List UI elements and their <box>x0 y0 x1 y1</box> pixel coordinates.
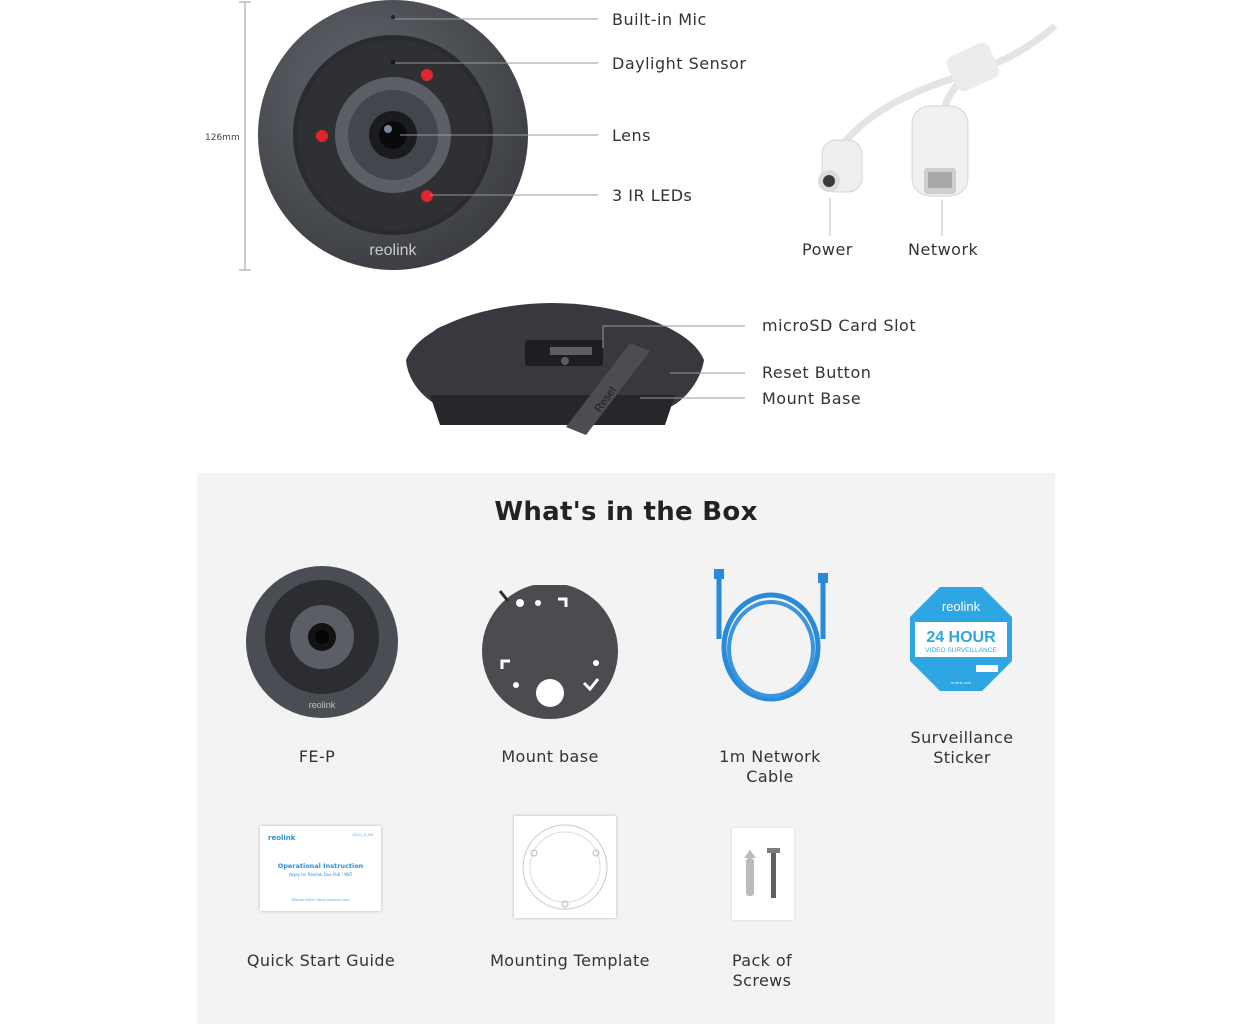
sticker-line1: 24 HOUR <box>926 629 996 646</box>
box-contents-panel <box>197 473 1055 1024</box>
side-leader-lines <box>600 318 750 408</box>
item-label-template: Mounting Template <box>490 951 650 970</box>
item-guide-image <box>260 826 381 911</box>
item-label-network-cable: 1m Network Cable <box>719 747 821 786</box>
guide-code: QSG1_A_EN <box>352 833 373 837</box>
camera-brand-logo: reolink <box>308 700 336 710</box>
label-reset-button: Reset Button <box>762 363 872 382</box>
label-ir-leds: 3 IR LEDs <box>612 186 693 205</box>
box-title: What's in the Box <box>494 497 758 527</box>
item-camera-image <box>245 565 399 719</box>
label-lens: Lens <box>612 126 651 145</box>
sticker-line2: VIDEO SURVEILLANCE <box>925 647 997 654</box>
label-built-in-mic: Built-in Mic <box>612 10 707 29</box>
dimension-label: 126mm <box>205 133 240 143</box>
guide-subtitle: Apply to: Reolink Duo PoE / WiFi <box>288 872 353 877</box>
label-power: Power <box>802 240 853 259</box>
label-mount-base: Mount Base <box>762 389 862 408</box>
item-mount-base-image <box>480 585 622 720</box>
item-label-mount-base: Mount base <box>501 747 599 766</box>
item-sticker-image <box>910 587 1012 691</box>
item-label-fe-p: FE-P <box>298 747 336 766</box>
guide-logo: reolink <box>268 834 296 842</box>
item-cable-image <box>707 569 837 719</box>
connectors-image <box>800 18 1060 238</box>
sticker-brand: reolink <box>941 599 981 614</box>
item-label-screws: Pack of Screws <box>731 951 793 990</box>
item-label-guide: Quick Start Guide <box>246 951 396 970</box>
label-microsd-slot: microSD Card Slot <box>762 316 917 335</box>
ir-led <box>316 130 328 142</box>
label-daylight-sensor: Daylight Sensor <box>612 54 747 73</box>
reset-text: Reset <box>592 384 619 415</box>
item-label-sticker: Surveillance Sticker <box>910 728 1014 767</box>
sticker-url: reolink.com <box>950 680 972 685</box>
item-template-image <box>514 816 616 918</box>
item-screws-image <box>732 828 794 920</box>
guide-title: Operational Instruction <box>277 862 364 870</box>
camera-brand-logo: reolink <box>369 242 417 259</box>
front-leader-lines <box>390 0 605 210</box>
label-network: Network <box>908 240 979 259</box>
guide-footer: @ReolinkTech https://reolink.com <box>291 898 350 902</box>
